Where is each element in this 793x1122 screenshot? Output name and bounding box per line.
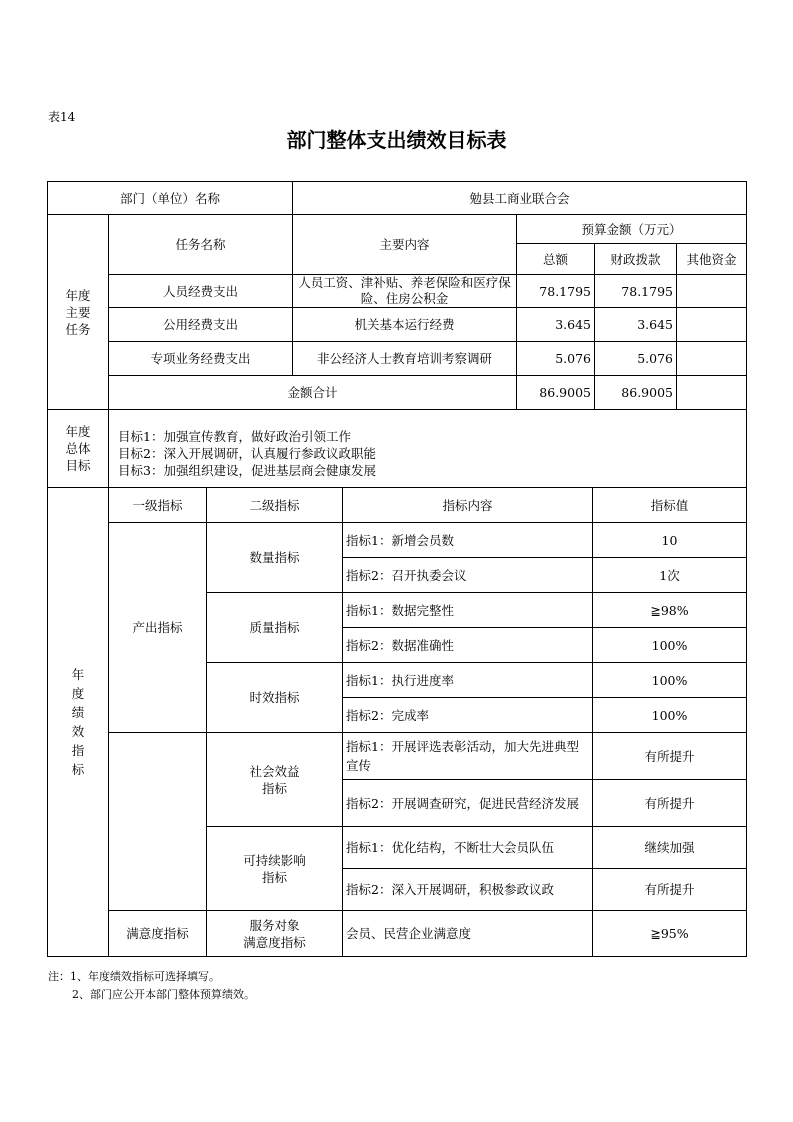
table-number: 表14 xyxy=(48,110,76,124)
goal-line: 目标3：加强组织建设，促进基层商会健康发展 xyxy=(118,463,376,478)
indicator-value: 有所提升 xyxy=(644,795,695,811)
indicator-value: ≧95% xyxy=(650,926,689,941)
l2-timeliness: 时效指标 xyxy=(249,690,300,705)
task-name: 人员经费支出 xyxy=(162,283,238,299)
l1-satisfaction: 满意度指标 xyxy=(126,926,189,941)
col-total: 总额 xyxy=(542,251,568,267)
l1-output: 产出指标 xyxy=(132,620,183,635)
overall-goal-list xyxy=(118,428,738,479)
col-fiscal: 财政拨款 xyxy=(610,251,661,267)
indicator-content: 指标1：数据完整性 xyxy=(346,602,454,618)
dept-label: 部门（单位）名称 xyxy=(119,190,220,206)
dept-name: 勉县工商业联合会 xyxy=(469,190,570,206)
task-total: 5.076 xyxy=(555,351,591,366)
goal-line: 目标1：加强宣传教育，做好政治引领工作 xyxy=(118,429,351,444)
indicator-content: 会员、民营企业满意度 xyxy=(346,926,472,941)
col-main-content: 主要内容 xyxy=(379,237,430,252)
indicator-value: 100% xyxy=(651,707,688,723)
task-fiscal: 78.1795 xyxy=(621,283,673,299)
col-task-name: 任务名称 xyxy=(175,237,226,252)
indicator-value: 1次 xyxy=(659,567,680,583)
indicator-value: 10 xyxy=(661,532,678,548)
sum-label: 金额合计 xyxy=(287,385,338,400)
indicator-content: 指标2：完成率 xyxy=(346,707,429,723)
col-indicator-content: 指标内容 xyxy=(442,497,493,513)
task-content: 人员工资、津补贴、养老保险和医疗保险、住房公积金 xyxy=(298,275,511,306)
annual-tasks-label: 年度 主要 任务 xyxy=(65,287,91,337)
task-other xyxy=(677,275,746,307)
col-l2: 二级指标 xyxy=(249,497,300,513)
task-total: 78.1795 xyxy=(539,283,591,299)
indicator-content: 指标1：新增会员数 xyxy=(346,532,454,548)
indicator-content: 指标2：深入开展调研，积极参政议政 xyxy=(346,882,554,897)
task-name: 公用经费支出 xyxy=(162,317,238,332)
task-content: 非公经济人士教育培训考察调研 xyxy=(316,351,492,366)
l2-service-satisfaction: 服务对象 满意度指标 xyxy=(243,917,306,950)
task-fiscal: 3.645 xyxy=(637,317,673,332)
indicator-content: 指标2：召开执委会议 xyxy=(346,567,467,583)
overall-goal-label: 年度 总体 目标 xyxy=(65,424,91,473)
col-indicator-value: 指标值 xyxy=(650,497,689,513)
goal-line: 目标2：深入开展调研，认真履行参政议政职能 xyxy=(118,446,376,461)
footnote: 注：1、年度绩效指标可选择填写。 xyxy=(48,970,220,983)
task-other xyxy=(677,342,746,375)
col-l1: 一级指标 xyxy=(132,497,183,513)
indicator-value: ≧98% xyxy=(650,602,689,618)
l2-social-benefit: 社会效益 指标 xyxy=(249,763,300,796)
task-fiscal: 5.076 xyxy=(637,351,673,366)
page-title: 部门整体支出绩效目标表 xyxy=(286,128,507,152)
task-content: 机关基本运行经费 xyxy=(354,317,455,332)
indicator-content: 指标1：开展评选表彰活动，加大先进典型宣传 xyxy=(346,739,579,773)
sum-total: 86.9005 xyxy=(539,385,591,400)
l2-quantity: 数量指标 xyxy=(249,550,300,565)
indicator-content: 指标1：优化结构，不断壮大会员队伍 xyxy=(346,840,554,855)
sum-fiscal: 86.9005 xyxy=(621,385,673,400)
l2-quality: 质量指标 xyxy=(249,620,300,635)
indicator-content: 指标1：执行进度率 xyxy=(346,672,454,688)
indicator-value: 继续加强 xyxy=(644,840,695,855)
indicator-value: 100% xyxy=(651,637,688,653)
task-name: 专项业务经费支出 xyxy=(150,351,251,366)
col-budget: 预算金额（万元） xyxy=(581,221,682,237)
performance-label: 年 度 绩 效 指 标 xyxy=(71,667,85,777)
l2-sustainability: 可持续影响 指标 xyxy=(243,852,306,885)
indicator-value: 100% xyxy=(651,672,688,688)
footnote: 2、部门应公开本部门整体预算绩效。 xyxy=(72,988,255,1001)
indicator-content: 指标2：开展调查研究，促进民营经济发展 xyxy=(346,795,579,811)
indicator-value: 有所提升 xyxy=(644,748,695,764)
task-total: 3.645 xyxy=(555,317,591,332)
indicator-content: 指标2：数据准确性 xyxy=(346,637,454,653)
col-other: 其他资金 xyxy=(686,251,737,267)
task-other xyxy=(677,308,746,341)
indicator-value: 有所提升 xyxy=(644,882,695,897)
